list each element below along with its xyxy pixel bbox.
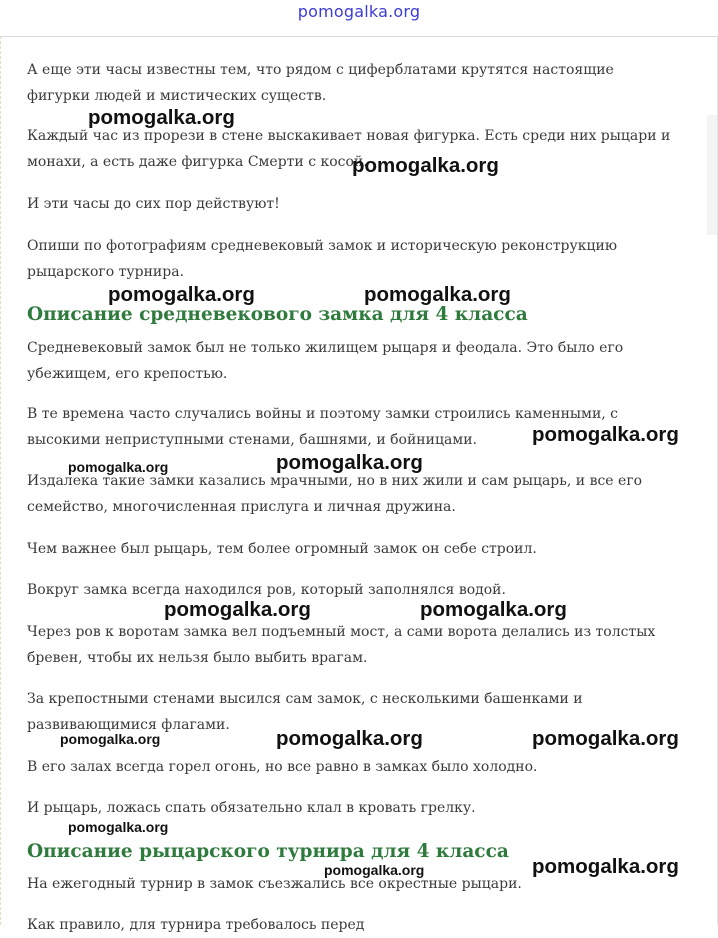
- watermark: pomogalka.org: [420, 598, 567, 621]
- watermark: pomogalka.org: [60, 731, 161, 747]
- watermark: pomogalka.org: [68, 819, 169, 835]
- watermark: pomogalka.org: [324, 862, 425, 878]
- paragraph-fire: В его залах всегда горел огонь, но все равно в замках было холодно.: [27, 759, 538, 775]
- watermark: pomogalka.org: [164, 598, 311, 621]
- watermark: pomogalka.org: [108, 283, 255, 306]
- paragraph-towers: За крепостными стенами высился сам замок, с несколькими башенками и развивающимися флагами.: [27, 691, 583, 733]
- side-ad-stub: [707, 115, 717, 235]
- heading-tournament-description: Описание рыцарского турнира для 4 класса: [27, 841, 509, 862]
- watermark: pomogalka.org: [532, 855, 679, 878]
- site-banner-text: pomogalka.org: [297, 2, 421, 21]
- heading-castle-description: Описание средневекового замка для 4 класса: [27, 304, 528, 325]
- paragraph-castle-walls: В те времена часто случались войны и поэтому замки строились каменными, с высокими неприступными стенами, башнями, и бойницами.: [27, 406, 619, 448]
- paragraph-clock-working: И эти часы до сих пор действуют!: [27, 196, 280, 212]
- paragraph-task: Опиши по фотографиям средневековый замок и историческую реконструкцию рыцарского турнира.: [27, 238, 618, 280]
- paragraph-moat: Вокруг замка всегда находился ров, который заполнялся водой.: [27, 582, 506, 598]
- site-banner: [0, 0, 718, 26]
- paragraph-hourly-figure: Каждый час из прорези в стене выскакивает новая фигурка. Есть среди них рыцари и монахи, а есть даже фигурка Смерти с косой.: [27, 128, 671, 170]
- watermark: pomogalka.org: [364, 283, 511, 306]
- paragraph-castle-size: Чем важнее был рыцарь, тем более огромный замок он себе строил.: [27, 541, 537, 557]
- paragraph-warmer: И рыцарь, ложась спать обязательно клал в кровать грелку.: [27, 800, 476, 816]
- watermark: pomogalka.org: [276, 727, 423, 750]
- paragraph-castle-intro: Средневековый замок был не только жилищем рыцаря и феодала. Это было его убежищем, его крепостью.: [27, 340, 624, 382]
- paragraph-drawbridge: Через ров к воротам замка вел подъемный мост, а сами ворота делались из толстых бревен, чтобы их нельзя было выбить врагам.: [27, 624, 656, 666]
- paragraph-tournament-cut: Как правило, для турнира требовалось перед: [27, 917, 365, 933]
- watermark: pomogalka.org: [88, 106, 235, 129]
- watermark: pomogalka.org: [532, 727, 679, 750]
- watermark: pomogalka.org: [68, 459, 169, 475]
- watermark: pomogalka.org: [276, 451, 423, 474]
- paragraph-castle-inhabitants: Издалека такие замки казались мрачными, но в них жили и сам рыцарь, и все его семейство, многочисленная прислуга и личная дружина.: [27, 473, 643, 515]
- paragraph-tournament-intro: На ежегодный турнир в замок съезжались все окрестные рыцари.: [27, 876, 522, 892]
- watermark: pomogalka.org: [532, 423, 679, 446]
- watermark: pomogalka.org: [352, 154, 499, 177]
- paragraph-clock-figures: А еще эти часы известны тем, что рядом с циферблатами крутятся настоящие фигурки людей и мистических существ.: [27, 62, 614, 104]
